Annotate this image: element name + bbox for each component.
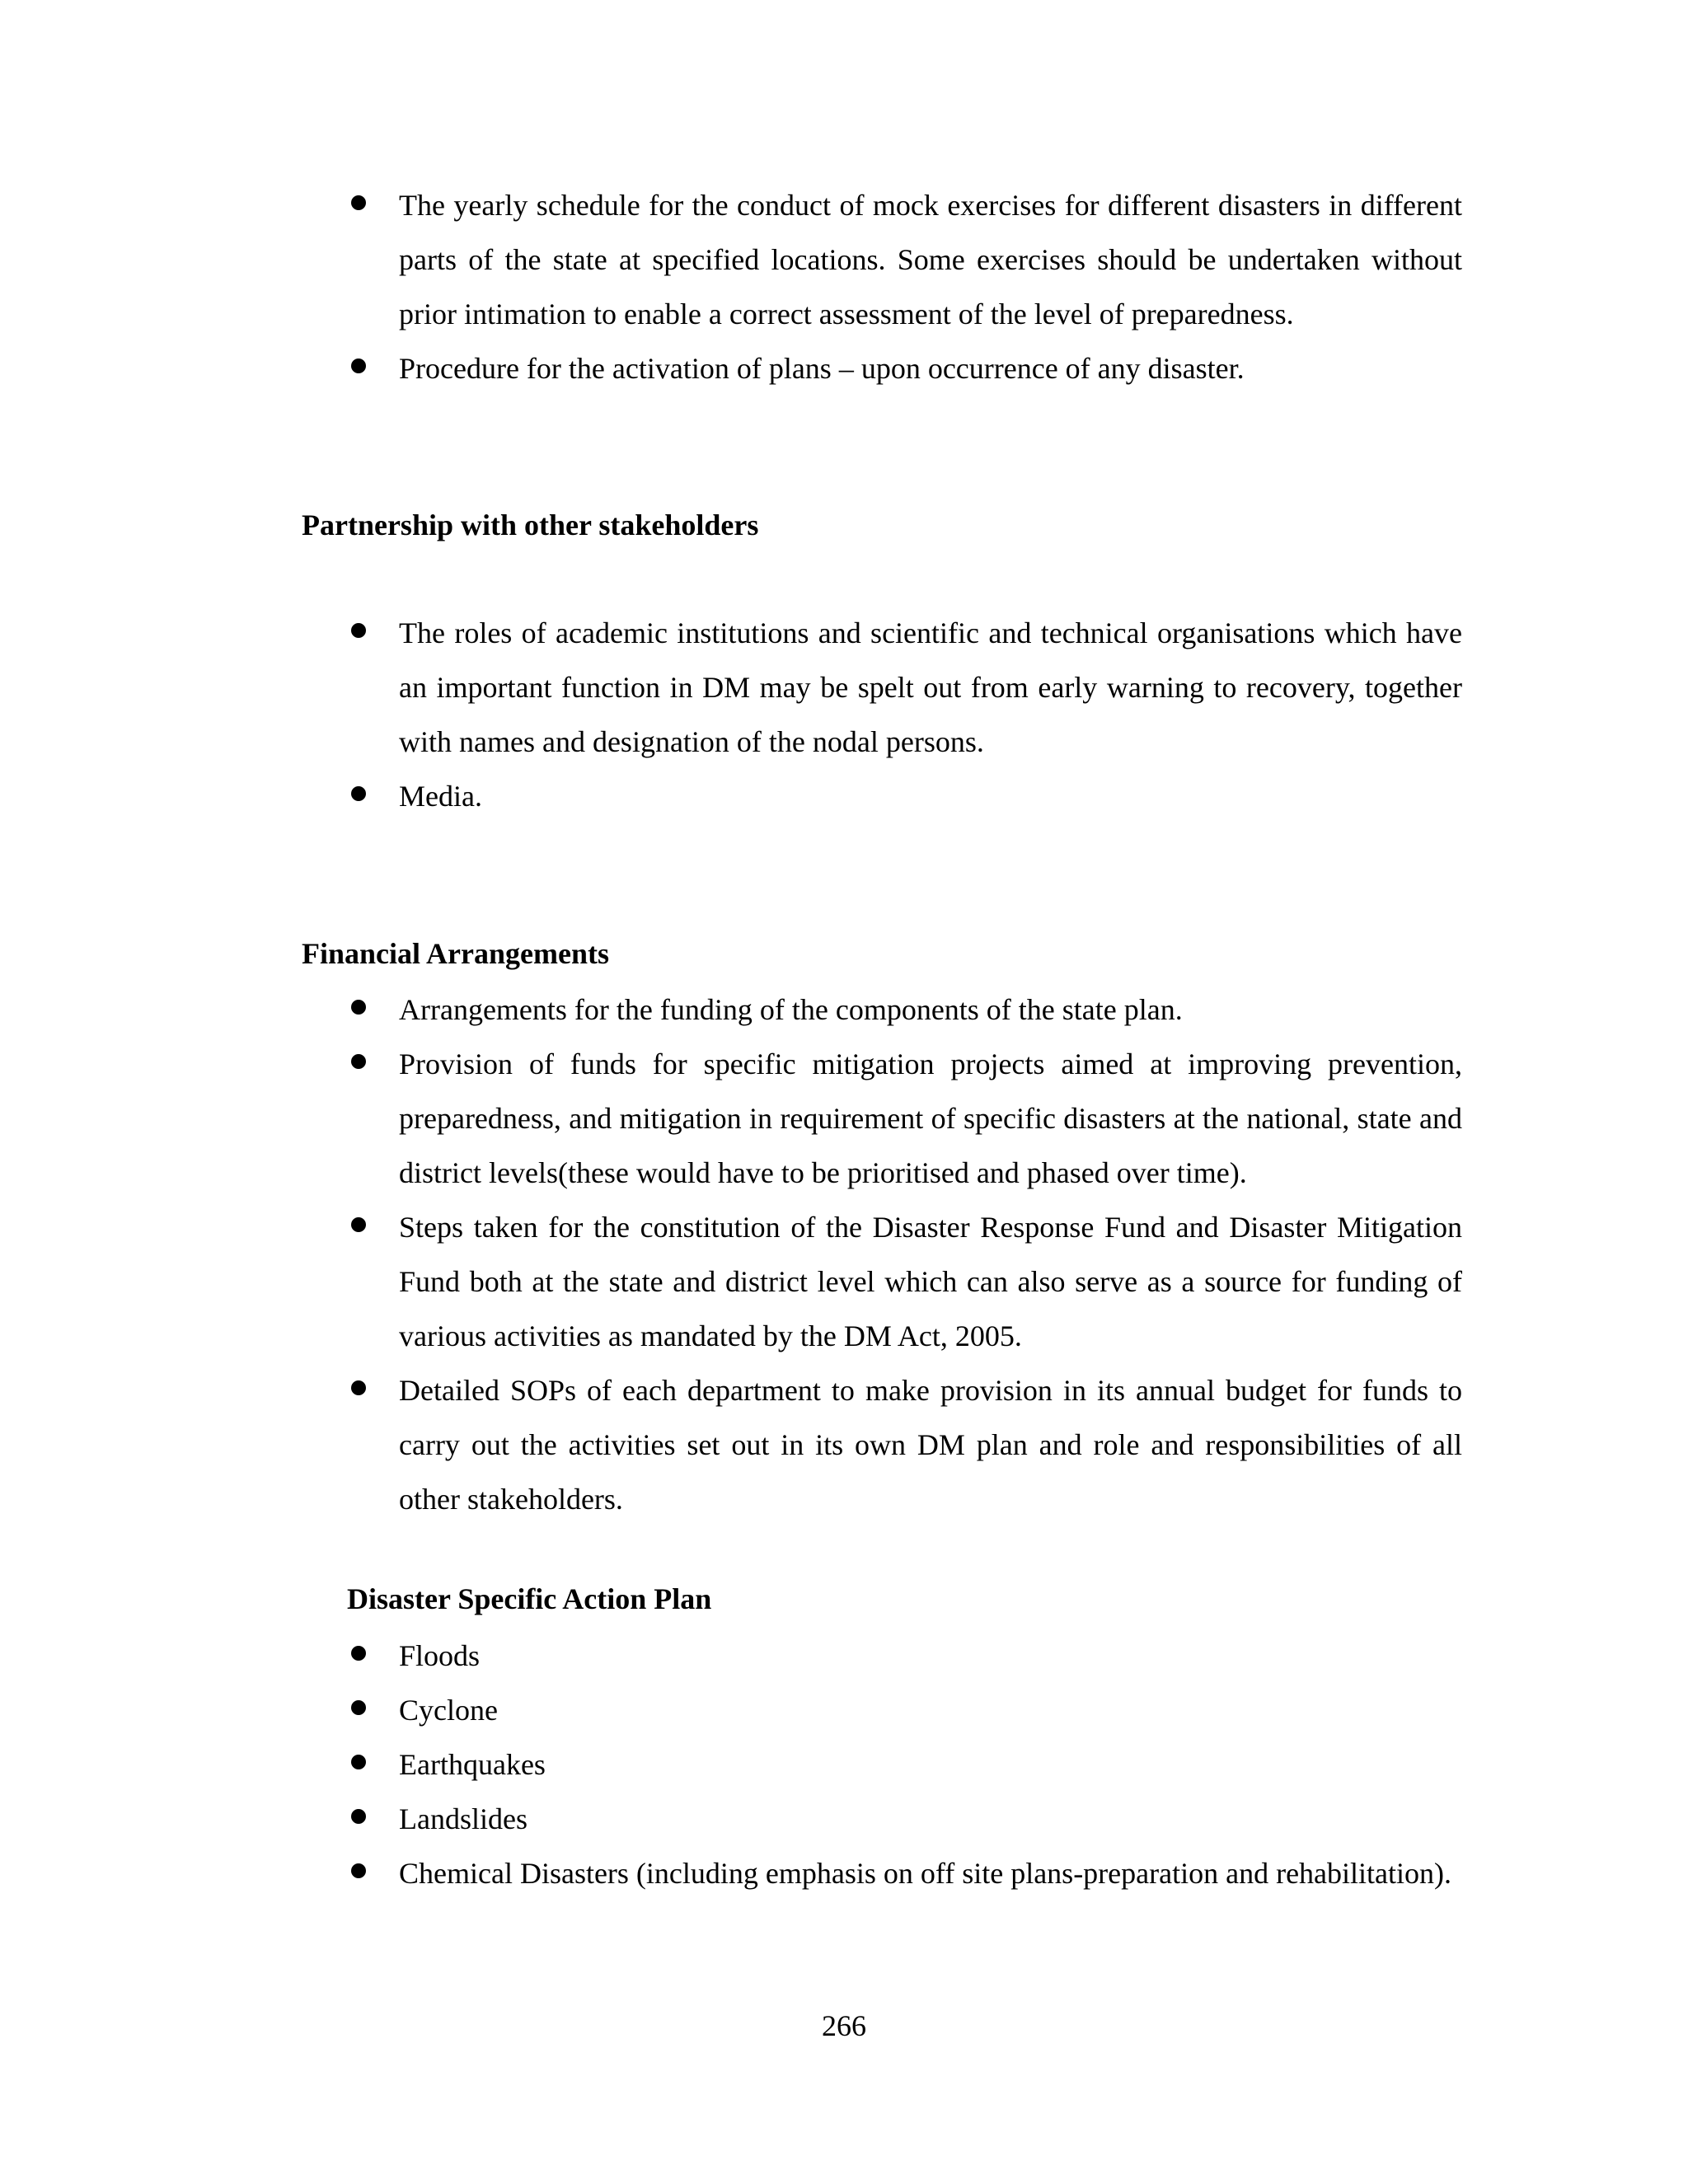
list-item — [0, 1363, 1688, 1526]
list-item-text: Earthquakes — [399, 1748, 546, 1781]
bullet-icon — [351, 359, 366, 373]
list-item — [0, 1629, 1688, 1683]
bullet-icon — [351, 1755, 366, 1769]
partnership-list — [0, 606, 1688, 823]
list-item-text: Detailed SOPs of each department to make provision in its annual budget for funds to carry out the activities set out in its own DM plan and role and responsibilities of all other stakeholders. — [399, 1374, 1462, 1516]
list-item-text: The yearly schedule for the conduct of mock exercises for different disasters in different parts of the state at specified locations. Some exercises should be undertaken without prior intimation to enable a correct assessment of the level of preparedness. — [399, 189, 1462, 330]
list-item — [0, 1037, 1688, 1200]
list-item — [0, 769, 1688, 823]
disaster-plan-list — [0, 1629, 1688, 1900]
bullet-icon — [351, 195, 366, 210]
list-item-text: Provision of funds for specific mitigation projects aimed at improving prevention, preparedness, and mitigation in requirement of specific disasters at the national, state and district levels(these would have to be prioritised and phased over time). — [399, 1047, 1462, 1189]
bullet-icon — [351, 786, 366, 801]
bullet-icon — [351, 1646, 366, 1661]
partnership-heading: Partnership with other stakeholders — [302, 509, 759, 541]
bullet-icon — [351, 623, 366, 638]
list-item — [0, 1200, 1688, 1363]
bullet-icon — [351, 1380, 366, 1395]
bullet-icon — [351, 1863, 366, 1878]
list-item-text: Floods — [399, 1639, 481, 1672]
financial-list — [0, 982, 1688, 1526]
partnership-section — [0, 606, 1688, 823]
mock-exercise-section — [0, 178, 1688, 396]
list-item-text: Arrangements for the funding of the components of the state plan. — [399, 993, 1183, 1026]
disaster-plan-section — [0, 1629, 1688, 1900]
list-item — [0, 1737, 1688, 1792]
list-item-text: Chemical Disasters (including emphasis on off site plans-preparation and rehabilitation). — [399, 1857, 1451, 1890]
page-number: 266 — [822, 2009, 866, 2042]
list-item-text: Landslides — [399, 1802, 528, 1835]
list-item — [0, 178, 1688, 341]
list-item — [0, 606, 1688, 769]
list-item-text: Procedure for the activation of plans – upon occurrence of any disaster. — [399, 352, 1245, 385]
financial-section — [0, 982, 1688, 1526]
list-item — [0, 982, 1688, 1037]
bullet-icon — [351, 1054, 366, 1069]
disaster-plan-heading: Disaster Specific Action Plan — [347, 1582, 712, 1615]
list-item-text: Cyclone — [399, 1694, 498, 1727]
bullet-icon — [351, 1809, 366, 1824]
bullet-icon — [351, 1000, 366, 1015]
mock-exercise-list — [0, 178, 1688, 396]
list-item-text: The roles of academic institutions and scientific and technical organisations which have an important function in DM may be spelt out from early warning to recovery, together with names and designation of the nodal persons. — [399, 616, 1462, 758]
financial-heading: Financial Arrangements — [302, 937, 609, 970]
list-item — [0, 341, 1688, 396]
bullet-icon — [351, 1700, 366, 1715]
list-item — [0, 1792, 1688, 1846]
list-item — [0, 1846, 1688, 1900]
list-item — [0, 1683, 1688, 1737]
list-item-text: Media. — [399, 780, 482, 813]
bullet-icon — [351, 1217, 366, 1232]
list-item-text: Steps taken for the constitution of the Disaster Response Fund and Disaster Mitigation Fund both at the state and district level which can also serve as a source for funding of various activities as mandated by the DM Act, 2005. — [399, 1211, 1462, 1352]
